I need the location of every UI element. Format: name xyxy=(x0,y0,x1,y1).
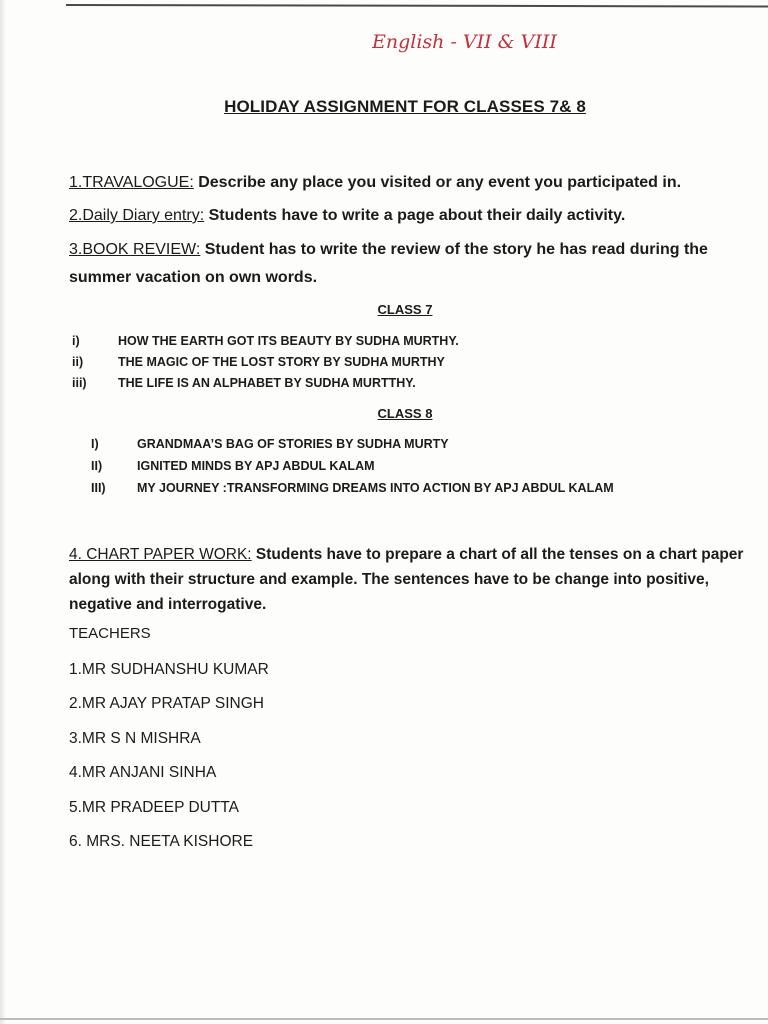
task-key: 3.BOOK REVIEW: xyxy=(69,241,201,258)
handwritten-annotation-text: English - VII & VIII xyxy=(372,31,557,53)
list-number: i) xyxy=(72,334,80,348)
class-7-heading: CLASS 7 xyxy=(377,302,433,317)
task-text: Student has to write the review of the story he has read during the summer vacation on own words. xyxy=(69,241,708,286)
book-title: MY JOURNEY :TRANSFORMING DREAMS INTO ACTION BY APJ ABDUL KALAM xyxy=(137,481,614,495)
page-edge-shadow xyxy=(0,0,6,1024)
book-title: THE LIFE IS AN ALPHABET BY SUDHA MURTTHY. xyxy=(118,376,416,390)
teacher-name: 4.MR ANJANI SINHA xyxy=(69,764,217,781)
task-book-review xyxy=(69,236,749,292)
teacher-name: 5.MR PRADEEP DUTTA xyxy=(69,799,239,816)
task-key: 1.TRAVALOGUE: xyxy=(69,174,194,191)
task-diary-entry xyxy=(69,202,749,230)
book-title: THE MAGIC OF THE LOST STORY BY SUDHA MURTHY xyxy=(118,355,445,369)
teacher-name: 2.MR AJAY PRATAP SINGH xyxy=(69,695,264,712)
task-travalogue xyxy=(69,169,749,197)
task-text: Students have to prepare a chart of all the tenses on a chart paper along with their structure and example. The sentences have to be change into positive, negative and interrogative. xyxy=(69,546,744,613)
list-number: II) xyxy=(91,459,103,473)
class-8-heading: CLASS 8 xyxy=(377,406,433,421)
teacher-name: 1.MR SUDHANSHU KUMAR xyxy=(69,661,269,678)
book-title: HOW THE EARTH GOT ITS BEAUTY BY SUDHA MURTHY. xyxy=(118,334,459,348)
top-border-line xyxy=(66,4,768,7)
page-title: HOLIDAY ASSIGNMENT FOR CLASSES 7& 8 xyxy=(224,97,586,116)
list-number: ii) xyxy=(72,355,84,369)
task-key: 2.Daily Diary entry: xyxy=(69,207,205,224)
bottom-edge-line xyxy=(0,1018,768,1020)
list-number: I) xyxy=(91,437,99,451)
book-title: IGNITED MINDS BY APJ ABDUL KALAM xyxy=(137,459,375,473)
teacher-name: 6. MRS. NEETA KISHORE xyxy=(69,833,254,850)
task-text: Describe any place you visited or any event you participated in. xyxy=(193,174,682,191)
list-number: iii) xyxy=(72,376,87,390)
task-key: 4. CHART PAPER WORK: xyxy=(69,546,252,563)
handwritten-annotation xyxy=(372,24,602,64)
task-chart-paper-work xyxy=(69,542,749,617)
task-text: Students have to write a page about their daily activity. xyxy=(204,207,626,224)
list-number: III) xyxy=(91,481,106,495)
book-title: GRANDMAA’S BAG OF STORIES BY SUDHA MURTY xyxy=(137,437,449,451)
teachers-heading: TEACHERS xyxy=(69,625,151,642)
teacher-name: 3.MR S N MISHRA xyxy=(69,730,201,747)
